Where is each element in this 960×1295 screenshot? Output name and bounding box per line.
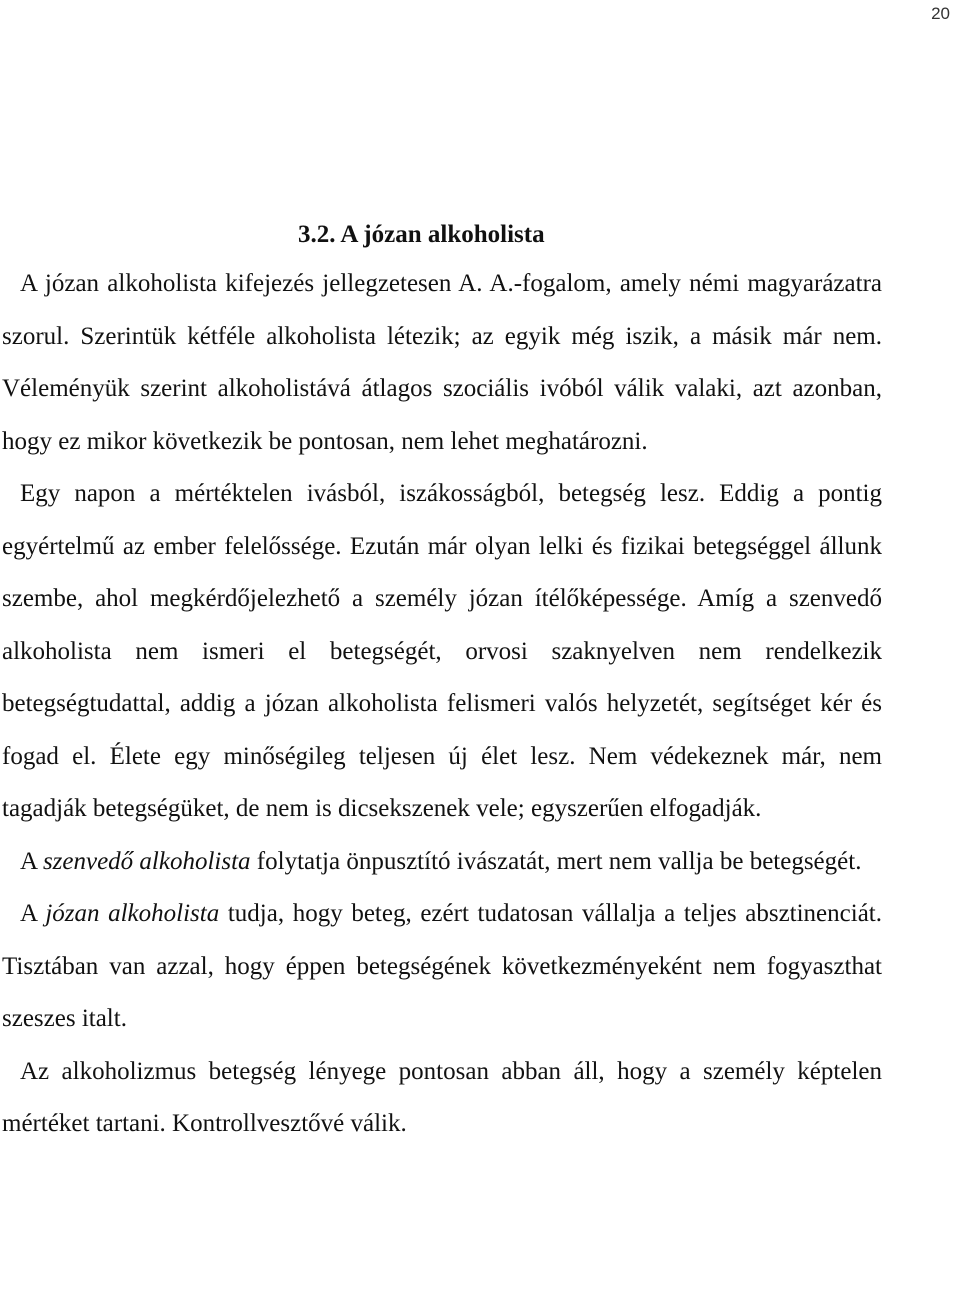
term-sober-alcoholic: józan alkoholista xyxy=(45,900,220,927)
paragraph-3-rest: folytatja önpusztító ivászatát, mert nem vallja be betegségét. xyxy=(250,847,862,875)
page-number: 20 xyxy=(931,4,950,23)
paragraph-4-lead: A xyxy=(20,900,46,927)
paragraph-5: Az alkoholizmus betegség lényege pontosan abban áll, hogy a személy képtelen mértéket tartani. Kontrollvesztővé válik. xyxy=(2,1057,882,1137)
paragraph-2: Egy napon a mértéktelen ivásból, iszákosságból, betegség lesz. Eddig a pontig egyértelmű az ember felelőssége. Ezután már olyan lelki és fizikai betegséggel állunk szembe, ahol megkérdőjelezhető a személy józan ítélőképessége. Amíg a szenvedő alkoholista nem ismeri el betegségét, orvosi szaknyelven nem rendelkezik betegségtudattal, addig a józan alkoholista felismeri valós helyzetét, segítséget kér és fogad el. Élete egy minőségileg teljesen új élet lesz. Nem védekeznek már, nem tagadják betegségüket, de nem is dicsekszenek vele; egyszerűen elfogadják. xyxy=(2,480,882,822)
paragraph-1: A józan alkoholista kifejezés jellegzetesen A. A.-fogalom, amely némi magyarázatra szorul. Szerintük kétféle alkoholista létezik; az egyik még iszik, a másik már nem. Véleményük szerint alkoholistává átlagos szociális ivóból válik valaki, azt azonban, hogy ez mikor következik be pontosan, nem lehet meghatározni. xyxy=(2,270,882,455)
section-heading: 3.2. A józan alkoholista xyxy=(298,221,545,248)
paragraph-3 xyxy=(2,836,882,889)
term-suffering-alcoholic: szenvedő alkoholista xyxy=(42,847,251,875)
document-body xyxy=(2,212,882,1151)
paragraph-3-lead: A xyxy=(20,847,43,875)
paragraph-4-rest: tudja, hogy beteg, ezért tudatosan vállalja a teljes absztinenciát. Tisztában van azzal, hogy éppen betegségének következményeként nem fogyaszthat szeszes italt. xyxy=(2,900,882,1032)
paragraph-4 xyxy=(2,888,882,1046)
